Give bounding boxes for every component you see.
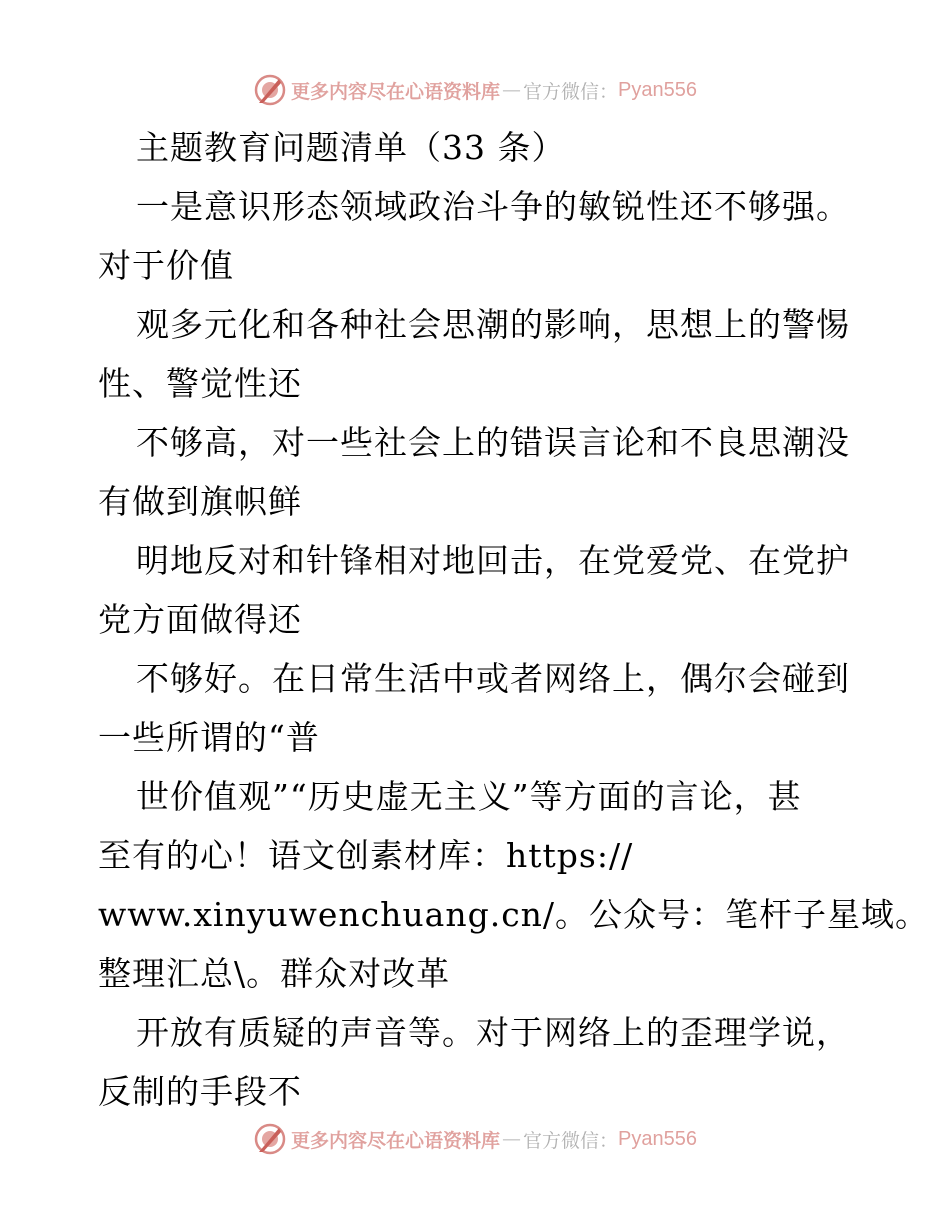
text-line: 党方面做得还 xyxy=(98,600,302,639)
header-watermark xyxy=(0,72,950,108)
watermark-separator: — xyxy=(502,1128,522,1150)
quill-logo-icon xyxy=(253,1122,287,1156)
text-line: 观多元化和各种社会思潮的影响，思想上的警惕 xyxy=(136,305,850,344)
watermark-brand: 更多内容尽在心语资料库 xyxy=(291,80,501,103)
text-line: 对于价值 xyxy=(98,246,234,285)
text-line: 开放有质疑的声音等。对于网络上的歪理学说， xyxy=(136,1013,850,1052)
watermark-wechat-id: Pyan556 xyxy=(618,78,697,101)
text-line: 性、警觉性还 xyxy=(98,364,302,403)
watermark-wechat-id: Pyan556 xyxy=(618,1127,697,1150)
text-line: 至有的心！语文创素材库：https:// xyxy=(98,836,634,875)
text-line: 整理汇总\。群众对改革 xyxy=(98,954,451,993)
text-line: 有做到旗帜鲜 xyxy=(98,482,302,521)
footer-watermark xyxy=(0,1121,950,1157)
document-title: 主题教育问题清单（33 条） xyxy=(136,128,566,167)
text-line: 不够高，对一些社会上的错误言论和不良思潮没 xyxy=(136,423,850,462)
quill-logo-icon xyxy=(253,73,287,107)
text-line: 明地反对和针锋相对地回击，在党爱党、在党护 xyxy=(136,541,850,580)
text-line: 一些所谓的“普 xyxy=(98,718,320,757)
document-body xyxy=(98,118,930,1121)
watermark-brand: 更多内容尽在心语资料库 xyxy=(291,1129,501,1152)
watermark-wechat-label: 官方微信： xyxy=(523,1129,619,1152)
watermark-separator: — xyxy=(502,79,522,101)
watermark-wechat-label: 官方微信： xyxy=(523,80,619,103)
text-line: 不够好。在日常生活中或者网络上，偶尔会碰到 xyxy=(136,659,850,698)
text-line: 反制的手段不 xyxy=(98,1072,302,1111)
text-line: 世价值观”“历史虚无主义”等方面的言论，甚 xyxy=(136,777,802,816)
text-line-url: www.xinyuwenchuang.cn/。公众号：笔杆子星域。 xyxy=(98,895,930,934)
text-line: 一是意识形态领域政治斗争的敏锐性还不够强。 xyxy=(136,187,850,226)
